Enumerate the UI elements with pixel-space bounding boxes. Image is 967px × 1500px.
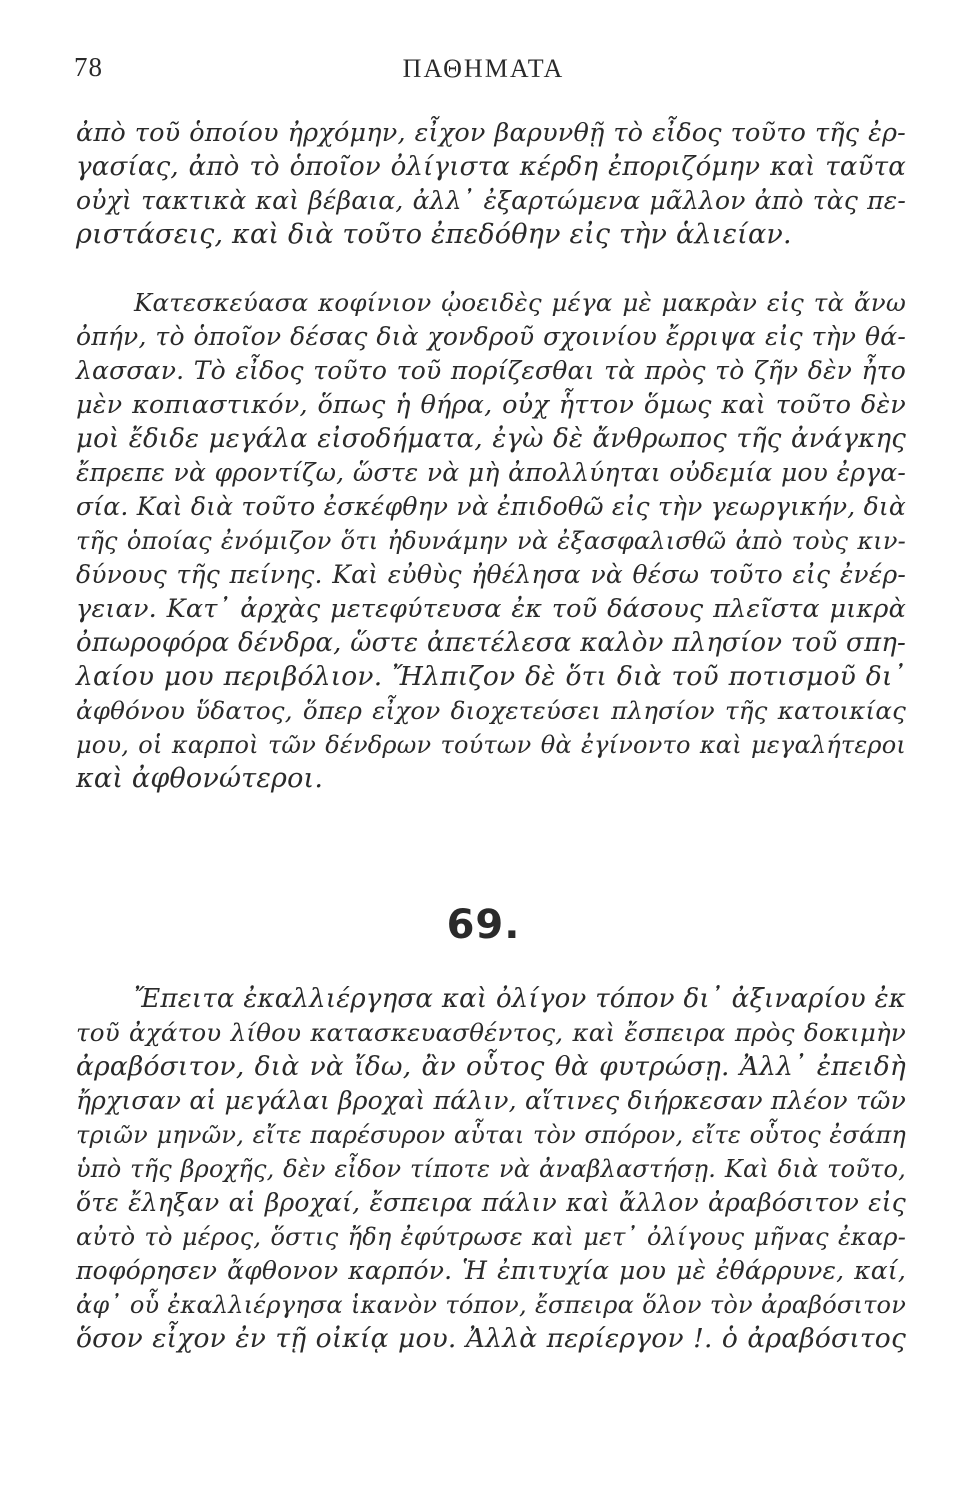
text-line: τριῶν μηνῶν, εἴτε παρέσυρον αὗται τὸν σπόρον, εἴτε οὗτος ἐσάπη	[76, 1121, 906, 1149]
text-line: ὑπὸ τῆς βροχῆς, δὲν εἶδον τίποτε νὰ ἀναβλαστήσῃ. Καὶ διὰ τοῦτο,	[76, 1155, 906, 1183]
text-line: ἤρχισαν αἱ μεγάλαι βροχαὶ πάλιν, αἵτινες διήρκεσαν πλέον τῶν	[76, 1086, 906, 1115]
text-line: τοῦ ἀχάτου λίθου κατασκευασθέντος, καὶ ἔσπειρα πρὸς δοκιμὴν	[76, 1018, 906, 1047]
text-line: μὲν κοπιαστικόν, ὅπως ἡ θήρα, οὐχ ἧττον ὅμως καὶ τοῦτο δὲν	[76, 390, 906, 420]
running-title: ΠΑΘΗΜΑΤΑ	[402, 54, 565, 83]
text-line: ὀπήν, τὸ ὁποῖον δέσας διὰ χονδροῦ σχοινίου ἔρριψα εἰς τὴν θά-	[76, 322, 906, 351]
text-line: γειαν. Κατ᾽ ἀρχὰς μετεφύτευσα ἐκ τοῦ δάσους πλεῖστα μικρὰ	[76, 594, 906, 624]
paragraph-3	[76, 982, 906, 1356]
text-line: ἀραβόσιτον, διὰ νὰ ἴδω, ἂν οὗτος θὰ φυτρώσῃ. Ἀλλ᾽ ἐπειδὴ	[76, 1051, 906, 1082]
text-line: δύνους τῆς πείνης. Καὶ εὐθὺς ἠθέλησα νὰ θέσω τοῦτο εἰς ἐνέρ-	[76, 560, 906, 589]
text-line: γασίας, ἀπὸ τὸ ὁποῖον ὀλίγιστα κέρδη ἐποριζόμην καὶ ταῦτα	[76, 152, 906, 182]
text-line: λαίου μου περιβόλιον. Ἤλπιζον δὲ ὅτι διὰ τοῦ ποτισμοῦ δι᾽	[76, 661, 906, 692]
text-line: οὐχὶ τακτικὰ καὶ βέβαια, ἀλλ᾽ ἐξαρτώμενα μᾶλλον ἀπὸ τὰς πε-	[76, 186, 906, 215]
text-line: αὐτὸ τὸ μέρος, ὅστις ἤδη ἐφύτρωσε καὶ μετ᾽ ὀλίγους μῆνας ἐκαρ-	[76, 1223, 906, 1251]
paragraph-2	[76, 286, 906, 796]
text-line: λασσαν. Τὸ εἶδος τοῦτο τοῦ πορίζεσθαι τὰ πρὸς τὸ ζῆν δὲν ἦτο	[76, 356, 906, 385]
text-line: ἀφ᾽ οὗ ἐκαλλιέργησα ἱκανὸν τόπον, ἔσπειρα ὅλον τὸν ἀραβόσιτον	[76, 1291, 906, 1319]
text-line: ριστάσεις, καὶ διὰ τοῦτο ἐπεδόθην εἰς τὴν ἁλιείαν.	[76, 219, 792, 250]
text-line: ἀπὸ τοῦ ὁποίου ἠρχόμην, εἶχον βαρυνθῇ τὸ εἶδος τοῦτο τῆς ἐρ-	[76, 118, 906, 148]
text-line: ἔπρεπε νὰ φροντίζω, ὥστε νὰ μὴ ἀπολλύηται οὐδεμία μου ἐργα-	[76, 458, 906, 487]
text-line: σία. Καὶ διὰ τοῦτο ἐσκέφθην νὰ ἐπιδοθῶ εἰς τὴν γεωργικήν, διὰ	[76, 492, 906, 521]
text-line: Ἔπειτα ἐκαλλιέργησα καὶ ὀλίγον τόπον δι᾽ ἀξιναρίου ἐκ	[134, 984, 906, 1014]
text-line: τῆς ὁποίας ἐνόμιζον ὅτι ἠδυνάμην νὰ ἐξασφαλισθῶ ἀπὸ τοὺς κιν-	[76, 527, 906, 555]
text-line: Κατεσκεύασα κοφίνιον ᾠοειδὲς μέγα μὲ μακρὰν εἰς τὰ ἄνω	[134, 288, 906, 317]
page-number: 78	[74, 52, 103, 82]
section-number: 69.	[446, 902, 521, 948]
text-line: ὅσον εἶχον ἐν τῇ οἰκίᾳ μου. Ἀλλὰ περίεργον !. ὁ ἀραβόσιτος	[76, 1323, 906, 1354]
text-line: καὶ ἀφθονώτεροι.	[76, 763, 324, 794]
text-line: ποφόρησεν ἄφθονον καρπόν. Ἡ ἐπιτυχία μου μὲ ἐθάρρυνε, καί,	[76, 1256, 906, 1285]
paragraph-1	[76, 116, 906, 252]
text-line: ὅτε ἔληξαν αἱ βροχαί, ἔσπειρα πάλιν καὶ ἄλλον ἀραβόσιτον εἰς	[76, 1188, 906, 1217]
text-line: ὀπωροφόρα δένδρα, ὥστε ἀπετέλεσα καλὸν πλησίον τοῦ σπη-	[76, 628, 906, 658]
text-line: μου, οἱ καρποὶ τῶν δένδρων τούτων θὰ ἐγίνοντο καὶ μεγαλήτεροι	[76, 731, 906, 759]
text-line: ἀφθόνου ὕδατος, ὅπερ εἶχον διοχετεύσει πλησίον τῆς κατοικίας	[76, 696, 906, 725]
text-line: μοὶ ἔδιδε μεγάλα εἰσοδήματα, ἐγὼ δὲ ἄνθρωπος τῆς ἀνάγκης	[76, 424, 906, 454]
